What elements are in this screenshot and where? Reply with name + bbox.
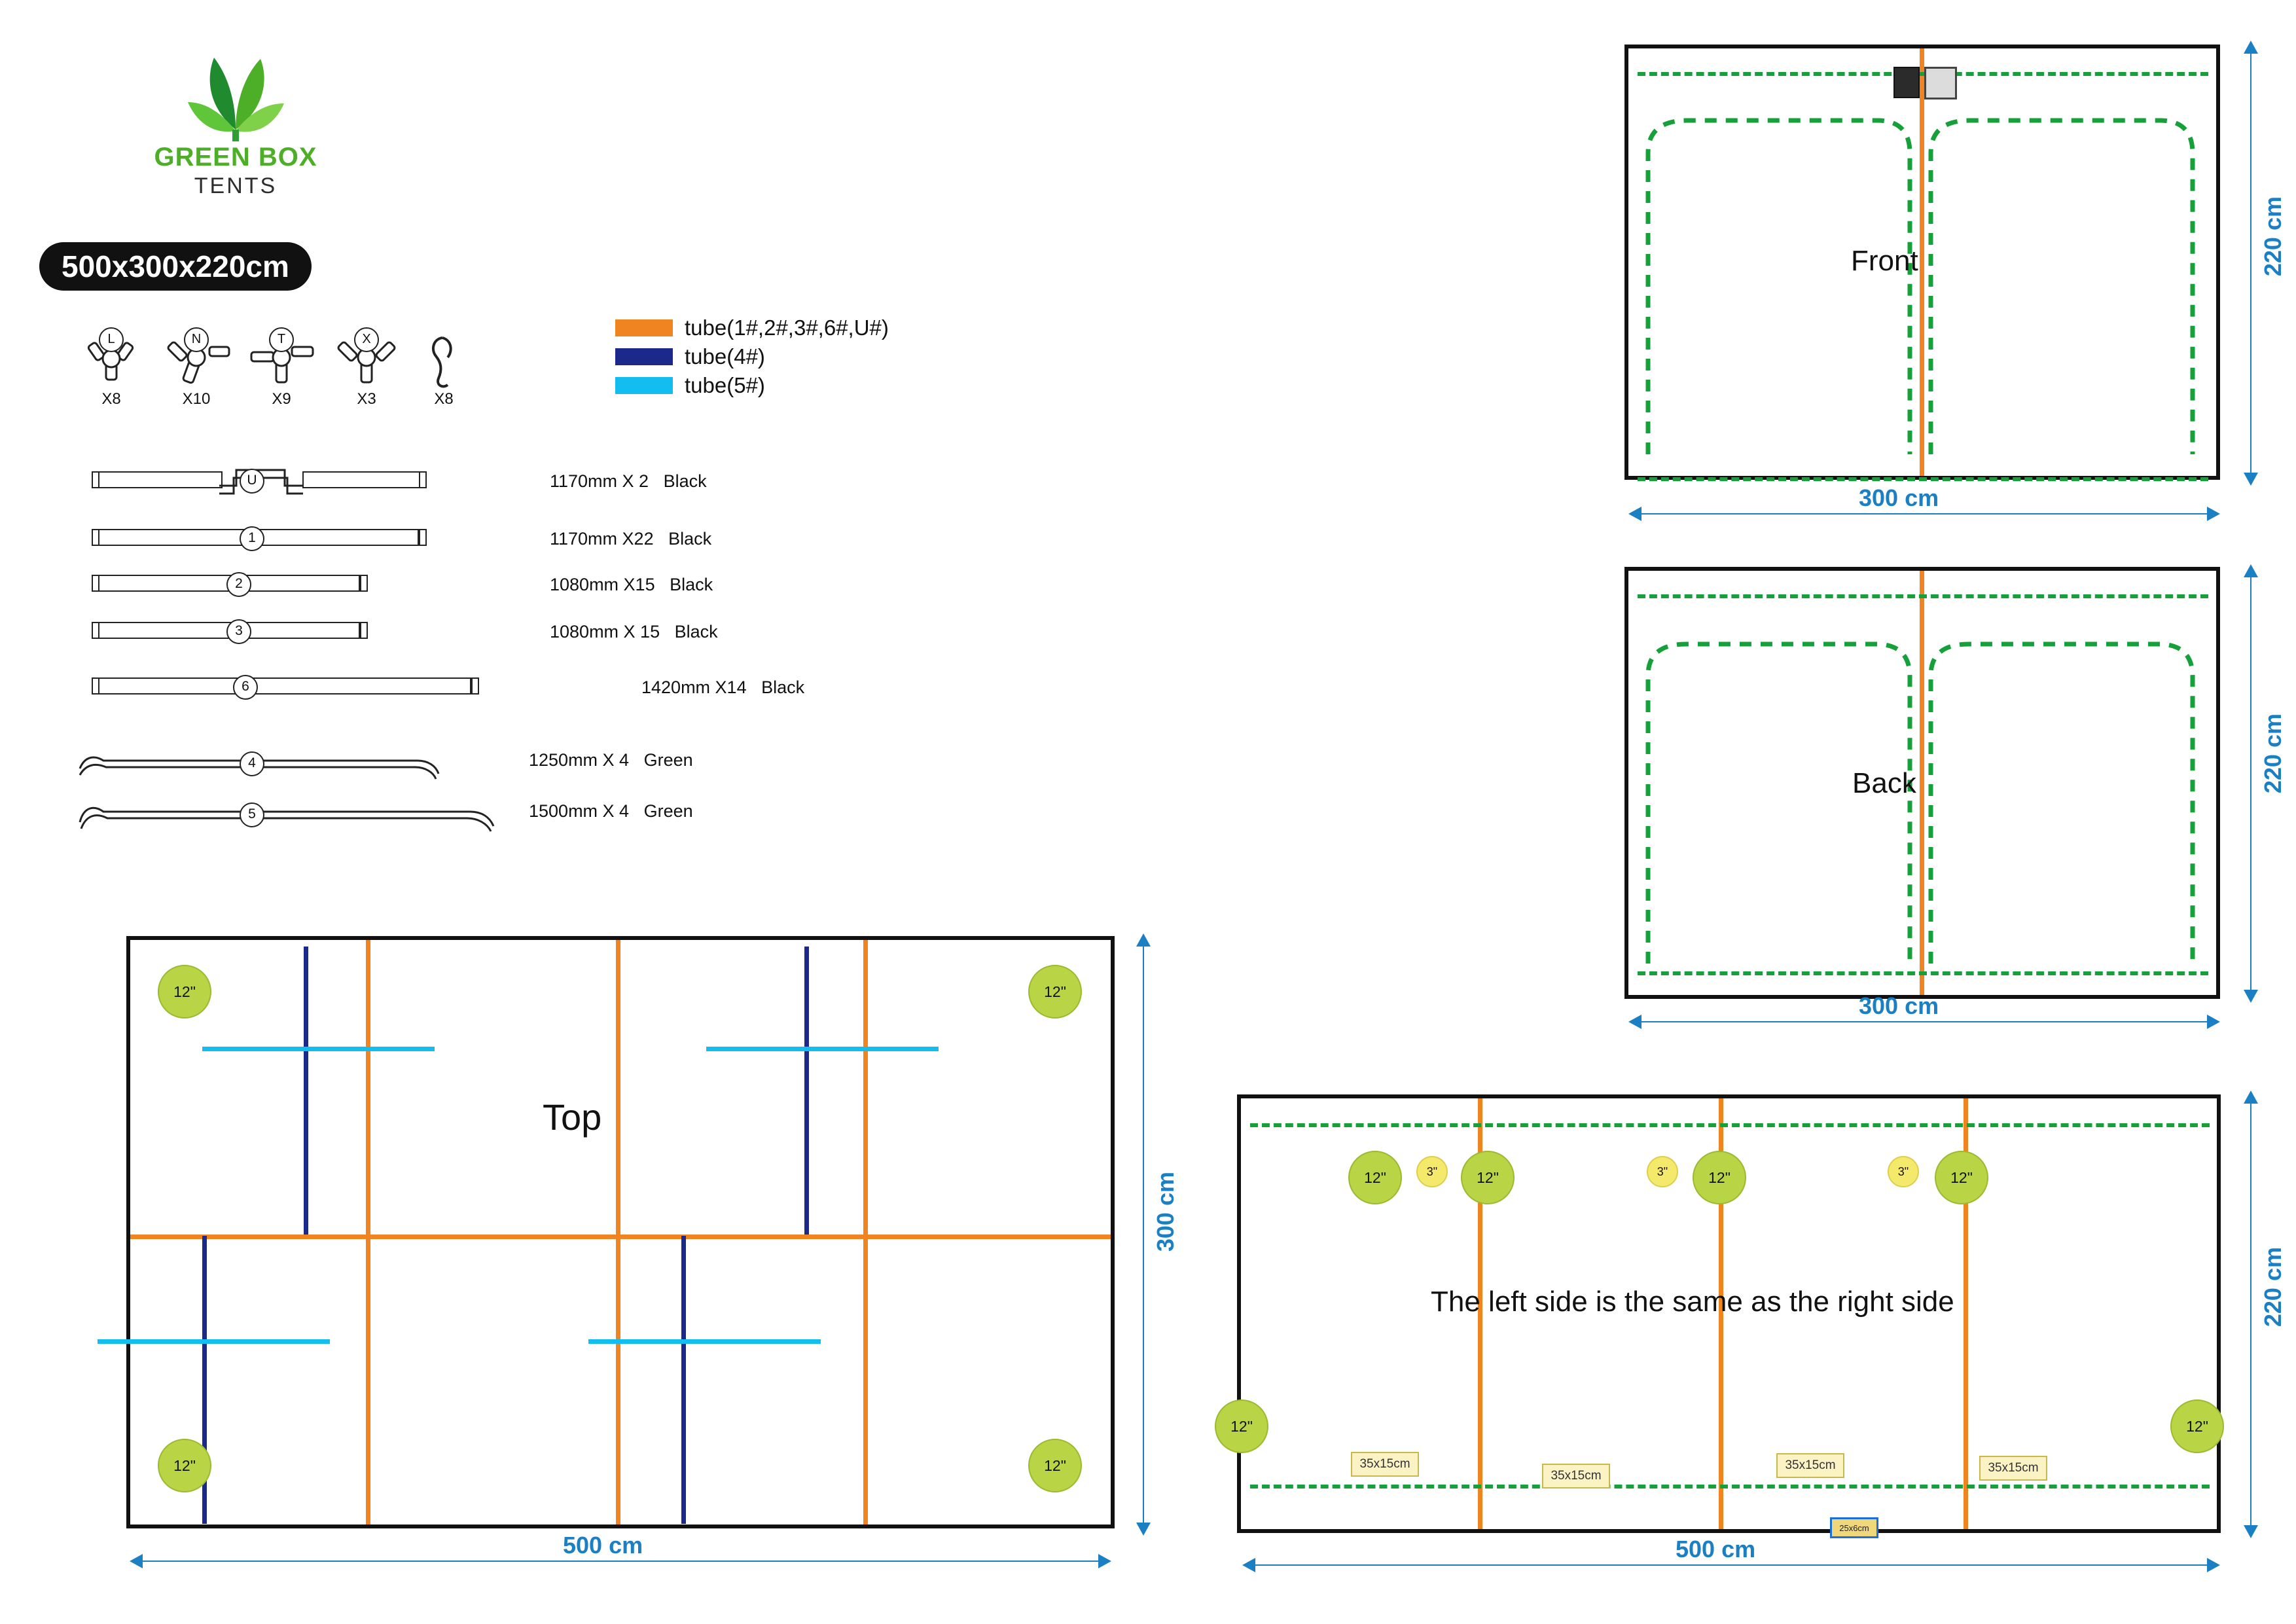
tube-color-legend (615, 316, 889, 402)
front-panel (1624, 45, 2220, 480)
tube-item-4 (77, 746, 693, 780)
tube-badge-4: 4 (240, 751, 264, 776)
legend-swatch-blue (615, 348, 673, 365)
top-pole-v3 (863, 940, 868, 1525)
dim-arrow (2244, 1091, 2258, 1104)
side-smallvent-3: 3" (1888, 1156, 1919, 1187)
legend-swatch-cyan (615, 377, 673, 394)
connector-count-clip: X8 (434, 390, 454, 408)
brand-logo-block (98, 31, 373, 199)
top-tube5-b (706, 1047, 939, 1051)
front-logo-tag (1893, 67, 1920, 98)
side-height-dim-line (2250, 1097, 2251, 1530)
back-height-dim: 220 cm (2259, 713, 2286, 794)
top-tube5-d (588, 1339, 821, 1344)
dim-arrow (1628, 507, 1641, 521)
tube-badge-6: 6 (233, 675, 258, 700)
leaf-logo-icon (167, 31, 304, 143)
front-panel-label: Front (1851, 245, 1918, 277)
top-tube4-d (681, 1236, 686, 1524)
legend-row (615, 316, 889, 340)
tube-desc-4: 1250mm X 4 Green (529, 750, 693, 770)
top-vent-bl: 12" (158, 1439, 211, 1492)
dim-arrow (2244, 1525, 2258, 1538)
side-panel (1230, 1094, 2221, 1533)
back-panel-label: Back (1852, 767, 1916, 799)
front-height-dim-line (2250, 47, 2251, 478)
tube-desc-5: 1500mm X 4 Green (529, 801, 693, 821)
top-height-dim: 300 cm (1152, 1172, 1179, 1252)
connector-label-T: T (269, 327, 294, 352)
dim-arrow (1136, 933, 1151, 947)
tube-item-U (92, 465, 707, 499)
brand-subtitle: TENTS (194, 173, 278, 198)
side-vent-4: 12" (1935, 1151, 1988, 1204)
legend-label-2: tube(5#) (685, 373, 765, 397)
side-vent-3: 12" (1693, 1151, 1746, 1204)
side-vent-1: 12" (1348, 1151, 1402, 1204)
tube-badge-5: 5 (240, 803, 264, 827)
back-width-dim: 300 cm (1859, 992, 1939, 1019)
tube-item-6 (92, 671, 805, 705)
front-width-dim: 300 cm (1859, 484, 1939, 511)
brand-name: GREEN BOX (154, 143, 317, 171)
dim-arrow (1242, 1558, 1255, 1572)
front-width-dim-line (1630, 513, 2219, 514)
dim-arrow (2207, 1558, 2220, 1572)
side-bottom-dash (1250, 1485, 2210, 1489)
front-window-tag (1924, 67, 1957, 99)
side-port-4: 35x15cm (1979, 1456, 2047, 1481)
connector-count-L: X8 (101, 390, 121, 408)
top-width-dim: 500 cm (563, 1532, 643, 1559)
top-tube5-c (98, 1339, 330, 1344)
back-width-dim-line (1630, 1021, 2219, 1022)
top-panel-label: Top (543, 1096, 602, 1138)
tube-badge-3: 3 (226, 619, 251, 644)
tube-desc-1: 1170mm X22 Black (550, 529, 712, 549)
tube-item-5 (77, 797, 693, 831)
top-tube5-a (202, 1047, 435, 1051)
dim-arrow (1628, 1015, 1641, 1029)
legend-label-0: tube(1#,2#,3#,6#,U#) (685, 316, 889, 340)
connector-count-N: X10 (182, 390, 211, 408)
dim-arrow (2244, 473, 2258, 486)
tube-desc-3: 1080mm X 15 Black (550, 622, 718, 641)
legend-row (615, 373, 889, 398)
tube-badge-1: 1 (240, 526, 264, 551)
top-vent-tl: 12" (158, 965, 211, 1019)
side-vent-6: 12" (2170, 1399, 2224, 1453)
side-width-dim-line (1244, 1564, 2219, 1566)
tube-desc-2: 1080mm X15 Black (550, 575, 713, 594)
clip-icon (404, 333, 483, 391)
connector-label-L: L (99, 327, 124, 352)
top-pole-h (130, 1235, 1111, 1239)
tube-item-2 (92, 568, 713, 602)
front-height-dim: 220 cm (2259, 196, 2286, 277)
top-pole-v1 (366, 940, 370, 1525)
legend-label-1: tube(4#) (685, 344, 765, 369)
side-port-blue: 25x6cm (1830, 1517, 1878, 1538)
dim-arrow (2207, 1015, 2220, 1029)
back-panel (1624, 567, 2220, 999)
legend-row (615, 344, 889, 369)
top-tube4-a (304, 947, 308, 1235)
front-bottom-dash (1638, 477, 2208, 481)
side-smallvent-1: 3" (1416, 1156, 1448, 1187)
side-port-2: 35x15cm (1542, 1464, 1610, 1489)
side-vent-2: 12" (1461, 1151, 1515, 1204)
side-port-3: 35x15cm (1776, 1453, 1844, 1478)
side-height-dim: 220 cm (2259, 1247, 2286, 1327)
tube-desc-6: 1420mm X14 Black (641, 677, 805, 697)
size-badge: 500x300x220cm (39, 242, 312, 291)
top-vent-tr: 12" (1028, 965, 1082, 1019)
side-port-1: 35x15cm (1351, 1452, 1419, 1477)
top-width-dim-line (131, 1561, 1110, 1562)
tube-item-1 (92, 522, 712, 556)
tube-desc-U: 1170mm X 2 Black (550, 471, 707, 491)
dim-arrow (1136, 1523, 1151, 1536)
connector-label-N: N (184, 327, 209, 352)
tube-badge-2: 2 (226, 572, 251, 597)
dim-arrow (2244, 990, 2258, 1003)
dim-arrow (2244, 41, 2258, 54)
connector-count-T: X9 (272, 390, 291, 408)
dim-arrow (1098, 1554, 1111, 1568)
top-pole-v2 (616, 940, 620, 1525)
side-panel-note: The left side is the same as the right side (1431, 1286, 1954, 1318)
tube-item-3 (92, 615, 718, 649)
top-height-dim-line (1143, 940, 1144, 1528)
top-vent-br: 12" (1028, 1439, 1082, 1492)
side-top-dash (1250, 1123, 2210, 1127)
legend-swatch-orange (615, 319, 673, 336)
dim-arrow (130, 1554, 143, 1568)
connector-label-X: X (354, 327, 379, 352)
dim-arrow (2244, 564, 2258, 577)
top-tube4-b (804, 947, 809, 1235)
top-panel (126, 936, 1115, 1528)
side-smallvent-2: 3" (1647, 1156, 1678, 1187)
side-width-dim: 500 cm (1676, 1536, 1756, 1562)
back-height-dim-line (2250, 571, 2251, 995)
connector-count-X: X3 (357, 390, 376, 408)
tube-badge-U: U (240, 469, 264, 494)
dim-arrow (2207, 507, 2220, 521)
side-vent-5: 12" (1215, 1399, 1268, 1453)
